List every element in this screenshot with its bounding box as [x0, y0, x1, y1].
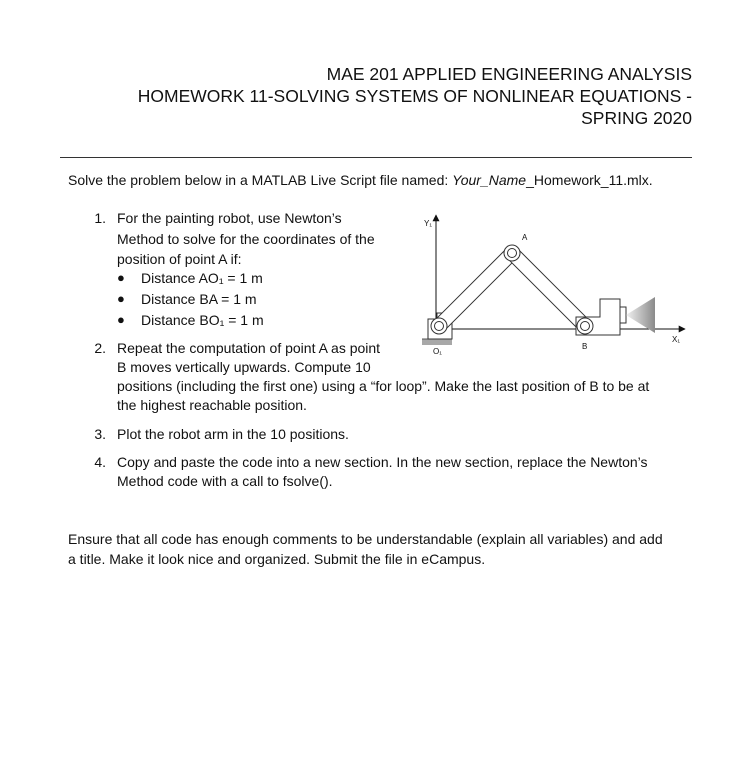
header-title-line2: HOMEWORK 11-SOLVING SYSTEMS OF NONLINEAR EQUATIONS -	[137, 86, 692, 106]
footer-line: a title. Make it look nice and organized. Submit the file in eCampus.	[68, 551, 486, 567]
spray-cone-icon	[626, 297, 655, 333]
bullet-icon: ●	[117, 270, 125, 285]
bullet-distance-ao1: Distance AO₁ = 1 m	[141, 270, 263, 286]
x-axis-label: X₁	[672, 335, 681, 344]
bullet-icon: ●	[117, 291, 125, 306]
header-divider	[60, 157, 692, 158]
item-2-line: the highest reachable position.	[117, 397, 307, 413]
spray-nozzle	[620, 307, 626, 323]
item-4-line: Method code with a call to fsolve().	[117, 473, 333, 489]
item-1-line: Method to solve for the coordinates of the	[117, 230, 375, 247]
item-1-line: position of point A if:	[117, 251, 242, 267]
point-b-label: B	[582, 342, 588, 351]
header-title-line3: SPRING 2020	[581, 108, 692, 128]
bullet-distance-bo1: Distance BO₁ = 1 m	[141, 312, 264, 328]
intro-filename-italic: Your_Name	[452, 172, 527, 188]
item-4-number: 4.	[94, 454, 106, 470]
bullet-icon: ●	[117, 312, 125, 327]
item-2-line: positions (including the first one) using a “for loop”. Make the last position of B to be at	[117, 378, 650, 394]
item-4-line: Copy and paste the code into a new section. In the new section, replace the Newton’s	[117, 454, 648, 470]
item-2-number: 2.	[94, 340, 106, 356]
intro-prefix: Solve the problem below in a MATLAB Live Script file named:	[68, 172, 453, 188]
point-o1-label: O₁	[433, 347, 442, 356]
y-axis-label: Y₁	[424, 219, 433, 228]
header-title-line1: MAE 201 APPLIED ENGINEERING ANALYSIS	[326, 64, 692, 84]
intro-filename-rest: _Homework_11.mlx.	[526, 172, 653, 188]
item-3-number: 3.	[94, 426, 106, 442]
pin-a-inner	[508, 249, 517, 258]
item-3-line: Plot the robot arm in the 10 positions.	[117, 426, 349, 442]
pin-o1-inner	[435, 322, 444, 331]
item-2-line: Repeat the computation of point A as point	[117, 340, 381, 356]
footer-line: Ensure that all code has enough comments to be understandable (explain all variables) and add	[68, 531, 663, 547]
bullet-distance-ba: Distance BA = 1 m	[141, 291, 257, 307]
item-1-number: 1.	[94, 210, 106, 226]
item-1-line: For the painting robot, use Newton’s	[117, 210, 342, 226]
robot-arm-diagram	[400, 205, 700, 360]
link-o1-a	[434, 248, 517, 331]
point-a-label: A	[522, 233, 528, 242]
item-2-line: B moves vertically upwards. Compute 10	[117, 359, 371, 375]
intro-text	[68, 170, 653, 191]
ground-support	[422, 339, 452, 345]
pin-b-inner	[581, 322, 590, 331]
